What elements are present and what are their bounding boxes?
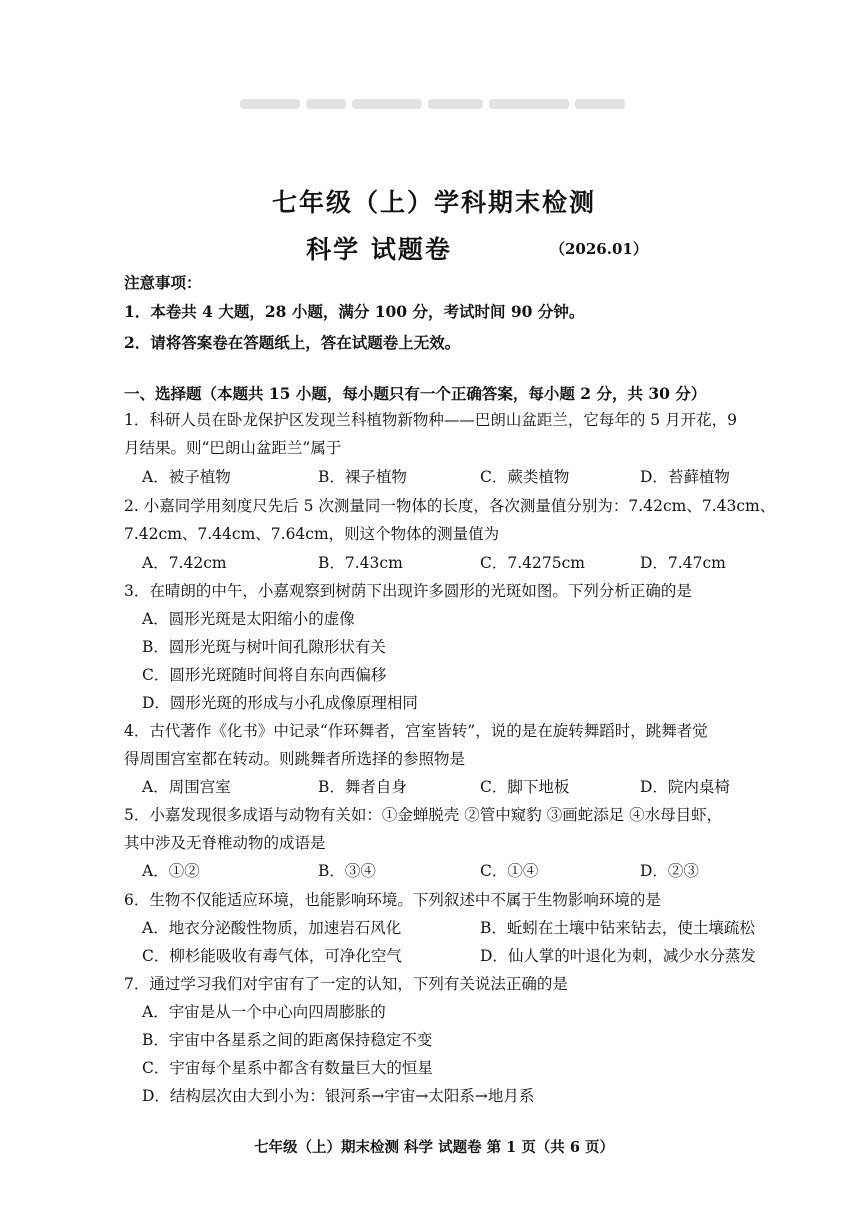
answer-option: C．圆形光斑随时间将自东向西偏移 [142,666,387,684]
answer-option: C．宇宙每个星系中都含有数量巨大的恒星 [142,1059,433,1077]
question-stem: 5．小嘉发现很多成语与动物有关如：①金蝉脱壳 ②管中窥豹 ③画蛇添足 ④水母目虾， [124,806,723,824]
exam-date: （2026.01） [550,240,648,258]
exam-title: 七年级（上）学科期末检测 [271,188,596,217]
answer-option: D．圆形光斑的形成与小孔成像原理相同 [142,694,418,712]
question-stem: 7．通过学习我们对宇宙有了一定的认知，下列有关说法正确的是 [124,975,568,993]
question-stem: 其中涉及无脊椎动物的成语是 [124,834,326,852]
question-stem: 7.42cm、7.44cm、7.64cm，则这个物体的测量值为 [124,525,500,543]
question-stem: 3．在晴朗的中午，小嘉观察到树荫下出现许多圆形的光斑如图。下列分析正确的是 [124,582,692,600]
answer-option: A．周围宫室 [142,778,231,796]
answer-option: D．7.47cm [640,554,726,572]
answer-option: A．①② [142,862,200,880]
page-footer: 七年级（上）期末检测 科学 试题卷 第 1 页（共 6 页） [253,1139,614,1156]
answer-option: D．仙人掌的叶退化为刺，减少水分蒸发 [480,947,756,965]
answer-option: B．7.43cm [318,554,403,572]
answer-option: B．宇宙中各星系之间的距离保持稳定不变 [142,1031,433,1049]
question-stem: 1．科研人员在卧龙保护区发现兰科植物新物种——巴朗山盆距兰，它每年的 5 月开花，9 [124,411,737,429]
question-stem: 得周围宫室都在转动。则跳舞者所选择的参照物是 [124,750,466,768]
answer-option: B．蚯蚓在土壤中钻来钻去，使土壤疏松 [480,919,755,937]
answer-option: D．院内桌椅 [640,778,730,796]
question-stem: 月结果。则“巴朗山盆距兰”属于 [124,439,342,457]
answer-option: C．脚下地板 [480,778,570,796]
answer-option: D．结构层次由大到小为：银河系→宇宙→太阳系→地月系 [142,1087,535,1105]
answer-option: C．①④ [480,862,539,880]
question-stem: 2. 小嘉同学用刻度尺先后 5 次测量同一物体的长度，各次测量值分别为：7.42cm、7.43cm、 [124,497,776,515]
answer-option: C．柳杉能吸收有毒气体，可净化空气 [142,947,402,965]
question-stem: 4．古代著作《化书》中记录“作环舞者，宫室皆转”，说的是在旋转舞蹈时，跳舞者觉 [124,722,708,740]
answer-option: D．苔藓植物 [640,468,730,486]
answer-option: A．宇宙是从一个中心向四周膨胀的 [142,1003,386,1021]
notice-heading: 注意事项： [124,273,202,292]
answer-option: C．蕨类植物 [480,468,570,486]
exam-subtitle: 科学 试题卷 [306,235,452,264]
answer-option: D．②③ [640,862,699,880]
faded-header-marks [240,92,670,116]
notice-item: 2．请将答案卷在答题纸上，答在试题卷上无效。 [124,333,461,352]
answer-option: B．裸子植物 [318,468,407,486]
answer-option: B．③④ [318,862,376,880]
answer-option: A．地衣分泌酸性物质，加速岩石风化 [142,919,402,937]
answer-option: A．被子植物 [142,468,231,486]
notice-item: 1．本卷共 4 大题，28 小题，满分 100 分，考试时间 90 分钟。 [124,302,585,321]
answer-option: B．圆形光斑与树叶间孔隙形状有关 [142,638,386,656]
answer-option: C．7.4275cm [480,554,585,572]
answer-option: A．7.42cm [142,554,227,572]
answer-option: B．舞者自身 [318,778,407,796]
section-heading: 一、选择题（本题共 15 小题，每小题只有一个正确答案，每小题 2 分，共 30 分） [124,384,707,403]
question-stem: 6．生物不仅能适应环境，也能影响环境。下列叙述中不属于生物影响环境的是 [124,891,661,909]
answer-option: A．圆形光斑是太阳缩小的虚像 [142,610,355,628]
